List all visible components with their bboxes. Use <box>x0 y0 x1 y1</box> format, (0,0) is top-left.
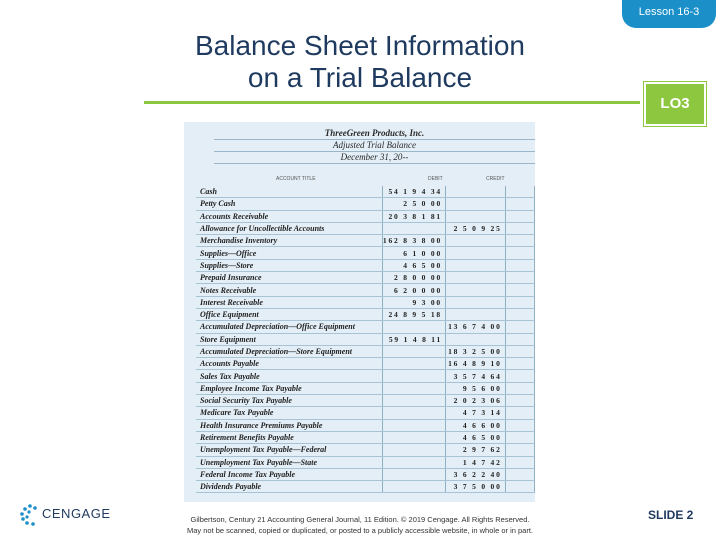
credit-cell: 16 4 8 9 10 <box>446 358 506 370</box>
table-row <box>196 247 535 259</box>
debit-cell <box>382 407 445 419</box>
debit-cell <box>382 222 445 234</box>
account-title-cell: Interest Receivable <box>196 296 382 308</box>
debit-cell <box>382 456 445 468</box>
table-row <box>196 358 535 370</box>
lo-badge: LO3 <box>644 82 706 126</box>
slide-title <box>150 30 570 94</box>
account-title-cell: Allowance for Uncollectible Accounts <box>196 222 382 234</box>
blank-column-cell <box>505 247 534 259</box>
table-row <box>196 272 535 284</box>
credit-cell <box>446 284 506 296</box>
table-row <box>196 407 535 419</box>
table-row <box>196 431 535 443</box>
company-name: ThreeGreen Products, Inc. <box>214 128 535 140</box>
debit-cell <box>382 370 445 382</box>
credit-cell <box>446 235 506 247</box>
slide-title-line-1: Balance Sheet Information <box>195 30 525 61</box>
blank-column-cell <box>505 296 534 308</box>
table-row <box>196 235 535 247</box>
blank-column-cell <box>505 481 534 493</box>
credit-cell <box>446 247 506 259</box>
blank-column-cell <box>505 468 534 480</box>
table-row <box>196 481 535 493</box>
account-title-cell: Petty Cash <box>196 198 382 210</box>
blank-column-cell <box>505 431 534 443</box>
slide-title-line-2: on a Trial Balance <box>247 62 473 93</box>
credit-cell: 3 6 2 2 40 <box>446 468 506 480</box>
debit-cell <box>382 468 445 480</box>
debit-cell <box>382 431 445 443</box>
account-title-cell: Social Security Tax Payable <box>196 395 382 407</box>
account-title-cell: Dividends Payable <box>196 481 382 493</box>
account-title-cell: Prepaid Insurance <box>196 272 382 284</box>
credit-cell: 3 7 5 0 00 <box>446 481 506 493</box>
form-heading <box>184 122 535 172</box>
table-row <box>196 186 535 198</box>
blank-column-cell <box>505 235 534 247</box>
debit-cell: 59 1 4 8 11 <box>382 333 445 345</box>
table-row <box>196 284 535 296</box>
account-title-cell: Unemployment Tax Payable—Federal <box>196 444 382 456</box>
account-title-cell: Medicare Tax Payable <box>196 407 382 419</box>
account-title-cell: Accumulated Depreciation—Store Equipment <box>196 345 382 357</box>
table-row <box>196 198 535 210</box>
debit-cell <box>382 358 445 370</box>
debit-cell <box>382 444 445 456</box>
credit-cell <box>446 186 506 198</box>
debit-cell: 2 5 0 00 <box>382 198 445 210</box>
trial-balance-rows <box>196 186 535 493</box>
credit-cell <box>446 272 506 284</box>
cengage-logo-text: CENGAGE <box>42 506 111 521</box>
table-row <box>196 333 535 345</box>
blank-column-cell <box>505 444 534 456</box>
blank-column-cell <box>505 210 534 222</box>
credit-cell: 13 6 7 4 00 <box>446 321 506 333</box>
blank-column-cell <box>505 321 534 333</box>
account-title-cell: Accumulated Depreciation—Office Equipment <box>196 321 382 333</box>
debit-cell: 6 1 0 00 <box>382 247 445 259</box>
account-title-cell: Office Equipment <box>196 308 382 320</box>
statement-date: December 31, 20-- <box>214 152 535 164</box>
blank-column-cell <box>505 198 534 210</box>
col-debit: DEBIT <box>428 176 443 182</box>
credit-cell: 9 5 6 00 <box>446 382 506 394</box>
debit-cell: 6 2 0 0 00 <box>382 284 445 296</box>
blank-column-cell <box>505 370 534 382</box>
cengage-logo <box>20 503 111 527</box>
debit-cell <box>382 395 445 407</box>
col-account-title: ACCOUNT TITLE <box>276 176 316 182</box>
trial-balance-form <box>184 122 535 502</box>
table-row <box>196 222 535 234</box>
debit-cell <box>382 481 445 493</box>
table-row <box>196 382 535 394</box>
account-title-cell: Sales Tax Payable <box>196 370 382 382</box>
blank-column-cell <box>505 382 534 394</box>
copyright-notice <box>140 514 580 536</box>
credit-cell: 2 5 0 9 25 <box>446 222 506 234</box>
account-title-cell: Supplies—Office <box>196 247 382 259</box>
table-row <box>196 395 535 407</box>
copyright-line-2: May not be scanned, copied or duplicated, or posted to a publicly accessible website, in whole or in part. <box>186 526 534 535</box>
credit-cell <box>446 210 506 222</box>
debit-cell: 24 8 9 5 18 <box>382 308 445 320</box>
statement-name: Adjusted Trial Balance <box>214 140 535 152</box>
account-title-cell: Unemployment Tax Payable—State <box>196 456 382 468</box>
credit-cell: 2 9 7 62 <box>446 444 506 456</box>
account-title-cell: Cash <box>196 186 382 198</box>
account-title-cell: Accounts Payable <box>196 358 382 370</box>
blank-column-cell <box>505 333 534 345</box>
debit-cell: 2 8 0 0 00 <box>382 272 445 284</box>
table-row <box>196 210 535 222</box>
cengage-logo-icon <box>20 503 40 527</box>
credit-cell <box>446 333 506 345</box>
debit-cell: 162 8 3 8 00 <box>382 235 445 247</box>
column-headers <box>196 174 535 184</box>
account-title-cell: Accounts Receivable <box>196 210 382 222</box>
table-row <box>196 456 535 468</box>
credit-cell <box>446 308 506 320</box>
lesson-tab: Lesson 16-3 <box>622 0 716 28</box>
blank-column-cell <box>505 259 534 271</box>
account-title-cell: Health Insurance Premiums Payable <box>196 419 382 431</box>
debit-cell <box>382 419 445 431</box>
blank-column-cell <box>505 395 534 407</box>
trial-balance-table <box>196 186 535 493</box>
account-title-cell: Supplies—Store <box>196 259 382 271</box>
credit-cell: 4 7 3 14 <box>446 407 506 419</box>
account-title-cell: Store Equipment <box>196 333 382 345</box>
credit-cell: 4 6 5 00 <box>446 431 506 443</box>
credit-cell <box>446 198 506 210</box>
table-row <box>196 444 535 456</box>
debit-cell <box>382 321 445 333</box>
slide-number: SLIDE 2 <box>648 508 694 522</box>
blank-column-cell <box>505 284 534 296</box>
credit-cell: 4 6 6 00 <box>446 419 506 431</box>
blank-column-cell <box>505 222 534 234</box>
account-title-cell: Federal Income Tax Payable <box>196 468 382 480</box>
debit-cell: 4 6 5 00 <box>382 259 445 271</box>
blank-column-cell <box>505 407 534 419</box>
blank-column-cell <box>505 456 534 468</box>
blank-column-cell <box>505 345 534 357</box>
debit-cell <box>382 382 445 394</box>
table-row <box>196 308 535 320</box>
credit-cell: 2 0 2 3 06 <box>446 395 506 407</box>
credit-cell <box>446 259 506 271</box>
credit-cell: 1 4 7 42 <box>446 456 506 468</box>
table-row <box>196 296 535 308</box>
blank-column-cell <box>505 358 534 370</box>
blank-column-cell <box>505 186 534 198</box>
title-divider <box>144 101 640 104</box>
credit-cell: 3 5 7 4 64 <box>446 370 506 382</box>
table-row <box>196 259 535 271</box>
account-title-cell: Employee Income Tax Payable <box>196 382 382 394</box>
blank-column-cell <box>505 272 534 284</box>
debit-cell <box>382 345 445 357</box>
account-title-cell: Notes Receivable <box>196 284 382 296</box>
table-row <box>196 345 535 357</box>
debit-cell: 9 3 00 <box>382 296 445 308</box>
credit-cell <box>446 296 506 308</box>
blank-column-cell <box>505 308 534 320</box>
table-row <box>196 419 535 431</box>
account-title-cell: Merchandise Inventory <box>196 235 382 247</box>
debit-cell: 54 1 9 4 34 <box>382 186 445 198</box>
table-row <box>196 321 535 333</box>
copyright-line-1: Gilbertson, Century 21 Accounting General Journal, 11 Edition. © 2019 Cengage. All Rights Reserved. <box>190 515 530 524</box>
blank-column-cell <box>505 419 534 431</box>
account-title-cell: Retirement Benefits Payable <box>196 431 382 443</box>
table-row <box>196 370 535 382</box>
table-row <box>196 468 535 480</box>
col-credit: CREDIT <box>486 176 505 182</box>
debit-cell: 20 3 8 1 81 <box>382 210 445 222</box>
credit-cell: 18 3 2 5 00 <box>446 345 506 357</box>
